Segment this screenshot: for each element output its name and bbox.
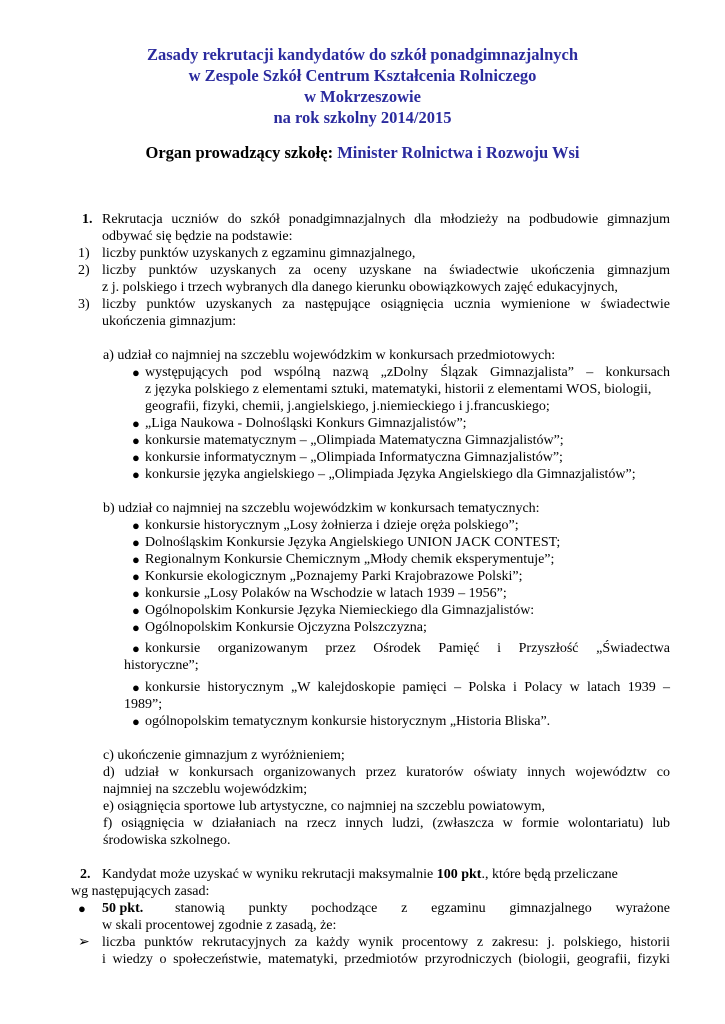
subsection-f-line-1: f) osiągnięcia w działaniach na rzecz innych ludzi, (zwłaszcza w formie wolontariatu) lub xyxy=(103,816,670,831)
bullet-icon: ● xyxy=(132,569,140,584)
b-item-7: Ogólnopolskim Konkursie Ojczyzna Polszczyzna; xyxy=(145,620,427,635)
a-item-4: konkursie informatycznym – „Olimpiada Informatyczna Gimnazjalistów”; xyxy=(145,450,563,465)
subsection-e: e) osiągnięcia sportowe lub artystyczne, co najmniej na szczeblu powiatowym, xyxy=(103,799,546,814)
governing-body-label: Organ prowadzący szkołę: xyxy=(145,143,334,162)
bullet-icon: ● xyxy=(132,450,140,465)
document-title xyxy=(0,44,725,128)
section-1-number: 1. xyxy=(82,212,93,227)
bullet-icon: ● xyxy=(132,641,140,656)
b-item-2: Dolnośląskim Konkursie Języka Angielskiego UNION JACK CONTEST; xyxy=(145,535,561,550)
governing-body xyxy=(0,143,725,163)
title-line-3: w Mokrzeszowie xyxy=(304,87,421,106)
item-1-text: liczby punktów uzyskanych z egzaminu gimnazjalnego, xyxy=(102,246,416,261)
b-item-5: konkursie „Losy Polaków na Wschodzie w latach 1939 – 1956”; xyxy=(145,586,507,601)
subsection-d-line-2: najmniej na szczeblu wojewódzkim; xyxy=(103,782,308,797)
conversion-rule-line-1: liczba punktów rekrutacyjnych za każdy wynik procentowy z zakresu: j. polskiego, historii xyxy=(102,935,670,950)
b-item-9-line-2: 1989”; xyxy=(124,697,163,712)
bullet-icon: ● xyxy=(132,603,140,618)
bullet-icon: ● xyxy=(132,552,140,567)
title-line-2: w Zespole Szkół Centrum Kształcenia Rolniczego xyxy=(188,66,537,85)
a-item-3: konkursie matematycznym – „Olimpiada Matematyczna Gimnazjalistów”; xyxy=(145,433,564,448)
section-1-intro-line-1: Rekrutacja uczniów do szkół ponadgimnazjalnych dla młodzieży na podbudowie gimnazjum xyxy=(102,212,670,227)
bullet-icon: ● xyxy=(132,714,140,729)
b-item-6: Ogólnopolskim Konkursie Języka Niemieckiego dla Gimnazjalistów: xyxy=(145,603,535,618)
a-item-1-line-1: występujących pod wspólną nazwą „zDolny Ślązak Gimnazjalista” – konkursach xyxy=(145,365,670,380)
b-item-8-line-2: historyczne”; xyxy=(124,658,199,673)
bullet-icon: ● xyxy=(132,620,140,635)
b-item-1: konkursie historycznym „Losy żołnierza i dzieje oręża polskiego”; xyxy=(145,518,519,533)
section-2-text-post: ., które będą przeliczane xyxy=(481,867,618,882)
b-item-3: Regionalnym Konkursie Chemicznym „Młody chemik eksperymentuje”; xyxy=(145,552,555,567)
points-50-line-1: stanowią punkty pochodzące z egzaminu gimnazjalnego wyrażone xyxy=(175,901,670,916)
title-line-4: na rok szkolny 2014/2015 xyxy=(273,108,452,127)
conversion-rule-line-2: i wiedzy o społeczeństwie, matematyki, przedmiotów przyrodniczych (biologii, geografii, fizyki xyxy=(102,952,670,967)
item-1-number: 1) xyxy=(78,246,90,261)
item-3-line-1: liczby punktów uzyskanych za następujące osiągnięcia ucznia wymienione w świadectwie xyxy=(102,297,670,312)
subsection-d-line-1: d) udział w konkursach organizowanych przez kuratorów oświaty innych województw co xyxy=(103,765,670,780)
b-item-10: ogólnopolskim tematycznym konkursie historycznym „Historia Bliska”. xyxy=(145,714,551,729)
bullet-icon: ● xyxy=(132,535,140,550)
item-3-line-2: ukończenia gimnazjum: xyxy=(102,314,237,329)
b-item-8-line-1: konkursie organizowanym przez Ośrodek Pamięć i Przyszłość „Świadectwa xyxy=(145,641,670,656)
title-line-1: Zasady rekrutacji kandydatów do szkół ponadgimnazjalnych xyxy=(146,45,579,64)
bullet-icon: ● xyxy=(132,416,140,431)
section-1-intro-line-2: odbywać się będzie na podstawie: xyxy=(102,229,293,244)
governing-body-name: Minister Rolnictwa i Rozwoju Wsi xyxy=(337,143,580,162)
section-2-text-pre: Kandydat może uzyskać w wyniku rekrutacji maksymalnie xyxy=(102,867,434,882)
a-item-2: „Liga Naukowa - Dolnośląski Konkurs Gimnazjalistów”; xyxy=(145,416,467,431)
a-item-5: konkursie języka angielskiego – „Olimpiada Języka Angielskiego dla Gimnazjalistów”; xyxy=(145,467,636,482)
points-50-label: 50 pkt. xyxy=(102,901,144,916)
item-3-number: 3) xyxy=(78,297,90,312)
b-item-9-line-1: konkursie historycznym „W kalejdoskopie pamięci – Polska i Polacy w latach 1939 – xyxy=(145,680,670,695)
subsection-f-line-2: środowiska szkolnego. xyxy=(103,833,231,848)
section-2-line-1 xyxy=(102,866,618,883)
max-points: 100 pkt xyxy=(436,867,482,882)
arrow-bullet-icon: ➢ xyxy=(78,935,90,950)
bullet-icon: ● xyxy=(132,433,140,448)
subsection-a-heading: a) udział co najmniej na szczeblu wojewódzkim w konkursach przedmiotowych: xyxy=(103,348,556,363)
section-2-number: 2. xyxy=(80,867,91,882)
bullet-icon: ● xyxy=(132,467,140,482)
item-2-line-1: liczby punktów uzyskanych za oceny uzyskane na świadectwie ukończenia gimnazjum xyxy=(102,263,670,278)
item-2-line-2: z j. polskiego i trzech wybranych dla danego kierunku obowiązkowych zajęć edukacyjnych, xyxy=(102,280,618,295)
a-item-1-line-3: geografii, fizyki, chemii, j.angielskiego, j.niemieckiego i j.francuskiego; xyxy=(145,399,550,414)
section-2-line-2: wg następujących zasad: xyxy=(71,884,210,899)
subsection-c: c) ukończenie gimnazjum z wyróżnieniem; xyxy=(103,748,345,763)
item-2-number: 2) xyxy=(78,263,90,278)
b-item-4: Konkursie ekologicznym „Poznajemy Parki Krajobrazowe Polski”; xyxy=(145,569,523,584)
bullet-icon: ● xyxy=(132,365,140,380)
a-item-1-line-2: z języka polskiego z elementami sztuki, matematyki, historii z elementami WOS, biologii, xyxy=(145,382,652,397)
bullet-icon: ● xyxy=(132,586,140,601)
points-50-line-2: w skali procentowej zgodnie z zasadą, że: xyxy=(102,918,337,933)
subsection-b-heading: b) udział co najmniej na szczeblu wojewódzkim w konkursach tematycznych: xyxy=(103,501,540,516)
bullet-icon: ● xyxy=(132,680,140,695)
bullet-icon: ● xyxy=(132,518,140,533)
bullet-icon: ● xyxy=(78,901,86,916)
